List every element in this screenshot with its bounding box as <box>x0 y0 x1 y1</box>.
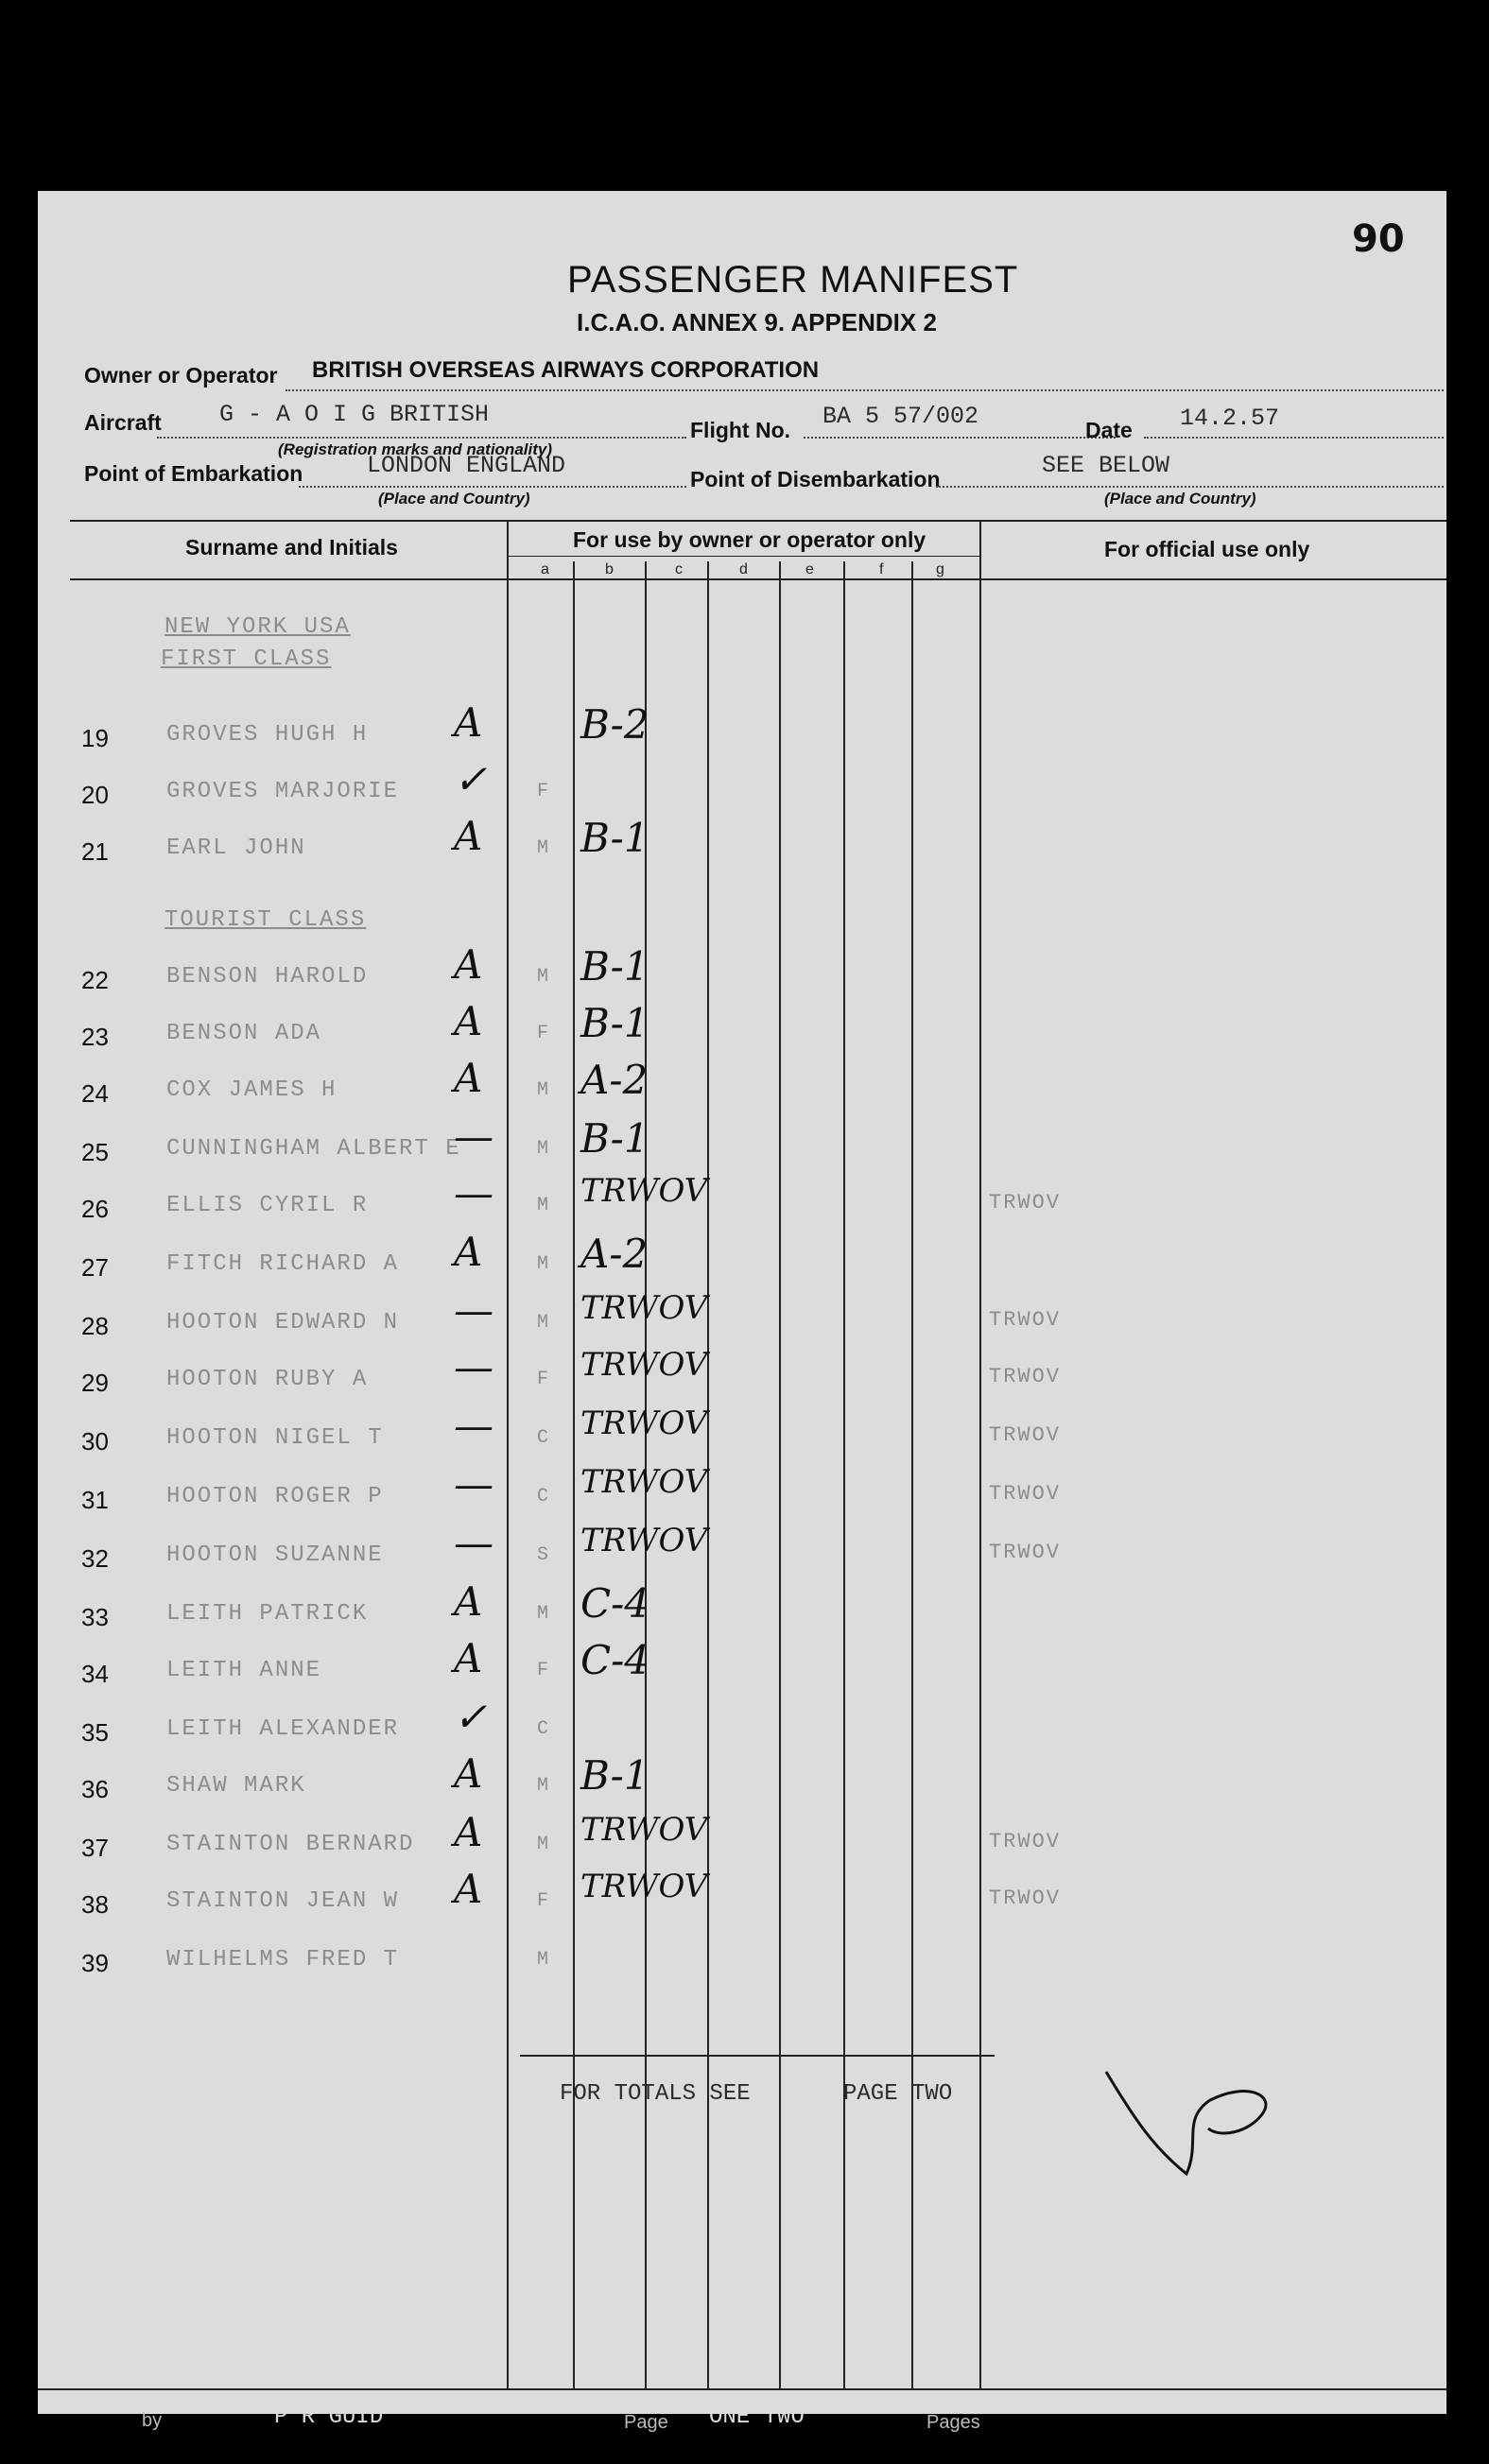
owner-label: Owner or Operator <box>84 363 278 388</box>
passenger-name: GROVES MARJORIE <box>166 779 400 804</box>
manifest-sheet <box>38 191 1446 2414</box>
disembarkation-value: SEE BELOW <box>1042 452 1170 479</box>
mark-column-b: B-1 <box>580 943 649 990</box>
passenger-name: FITCH RICHARD A <box>166 1251 400 1277</box>
sex-code: M <box>537 1138 551 1160</box>
passenger-name: LEITH PATRICK <box>166 1601 369 1627</box>
row-number: 32 <box>81 1544 109 1573</box>
footer-pages-label: Pages <box>926 2412 980 2433</box>
passenger-name: SHAW MARK <box>166 1773 306 1799</box>
owner-use-header: For use by owner or operator only <box>573 527 926 552</box>
passenger-name: BENSON ADA <box>166 1021 322 1046</box>
mark-column-b: B-1 <box>580 815 649 861</box>
row-number: 22 <box>81 966 109 994</box>
row-number: 36 <box>81 1775 109 1803</box>
mark-column-b: TRWOV <box>580 1404 708 1442</box>
passenger-name: HOOTON NIGEL T <box>166 1425 384 1451</box>
row-number: 31 <box>81 1486 109 1514</box>
passenger-name: HOOTON SUZANNE <box>166 1542 384 1568</box>
place-country-label-2: (Place and Country) <box>1104 490 1256 508</box>
table-header-rule <box>70 578 1446 580</box>
mark-column-a: — <box>454 1344 493 1390</box>
col-letter-a: a <box>541 561 549 577</box>
official-use-note: TRWOV <box>989 1541 1062 1564</box>
page-subtitle: I.C.A.O. ANNEX 9. APPENDIX 2 <box>577 308 937 336</box>
date-dotline <box>1144 437 1444 439</box>
col-letter-b: b <box>605 561 614 577</box>
mark-column-a: A <box>454 813 483 859</box>
date-label: Date <box>1085 418 1133 442</box>
row-number: 23 <box>81 1023 109 1051</box>
official-use-note: TRWOV <box>989 1423 1062 1447</box>
sex-code: M <box>537 1775 551 1797</box>
table-top-rule <box>70 520 1446 522</box>
official-use-note: TRWOV <box>989 1482 1062 1506</box>
handwritten-mark <box>1097 2062 1286 2185</box>
sex-code: C <box>537 1427 551 1449</box>
passenger-name: STAINTON BERNARD <box>166 1832 415 1857</box>
official-use-note: TRWOV <box>989 1887 1062 1910</box>
sex-code: S <box>537 1544 551 1566</box>
flight-value: BA 5 57/002 <box>822 403 979 430</box>
flight-label: Flight No. <box>690 418 791 442</box>
passenger-name: CUNNINGHAM ALBERT E <box>166 1136 461 1162</box>
passenger-name: ELLIS CYRIL R <box>166 1193 369 1218</box>
row-number: 27 <box>81 1253 109 1282</box>
footer-prefix: by <box>142 2410 163 2431</box>
sex-code: F <box>537 1890 551 1912</box>
flight-dotline <box>804 437 1116 439</box>
mark-column-a: — <box>454 1287 493 1334</box>
mark-column-a: ✓ <box>454 756 488 802</box>
sex-code: M <box>537 1312 551 1334</box>
totals-text-1: FOR TOTALS SEE <box>560 2081 751 2107</box>
row-number: 28 <box>81 1312 109 1340</box>
mark-column-a: A <box>454 998 483 1044</box>
passenger-name: WILHELMS FRED T <box>166 1947 400 1973</box>
disembarkation-label: Point of Disembarkation <box>690 467 941 491</box>
mark-column-a: — <box>454 1113 493 1160</box>
mark-column-b: C-4 <box>580 1637 650 1683</box>
mark-column-b: A-2 <box>580 1057 649 1103</box>
page-title: PASSENGER MANIFEST <box>567 259 1019 301</box>
mark-column-a: — <box>454 1520 493 1566</box>
sex-code: F <box>537 781 551 802</box>
mark-column-a: ✓ <box>454 1694 488 1740</box>
mark-column-a: A <box>454 1866 483 1912</box>
passenger-name: EARL JOHN <box>166 836 306 861</box>
owner-dotline <box>286 389 1444 391</box>
sex-code: M <box>537 837 551 859</box>
row-number: 26 <box>81 1195 109 1223</box>
totals-text-2: PAGE TWO <box>843 2081 953 2107</box>
official-use-note: TRWOV <box>989 1365 1062 1388</box>
row-number: 33 <box>81 1603 109 1631</box>
bottom-rule <box>38 2388 1446 2390</box>
mark-column-a: — <box>454 1403 493 1449</box>
sex-code: C <box>537 1718 551 1740</box>
row-number: 30 <box>81 1427 109 1456</box>
sex-code: M <box>537 1603 551 1625</box>
row-number: 38 <box>81 1890 109 1919</box>
mark-column-b: C-4 <box>580 1580 650 1627</box>
mark-column-b: TRWOV <box>580 1463 708 1501</box>
official-use-note: TRWOV <box>989 1308 1062 1332</box>
row-number: 21 <box>81 837 109 866</box>
row-number: 39 <box>81 1949 109 1977</box>
mark-column-b: B-1 <box>580 1000 649 1046</box>
registration-note: (Registration marks and nationality) <box>278 440 552 458</box>
mark-column-b: B-1 <box>580 1115 649 1162</box>
col-letter-c: c <box>675 561 683 577</box>
row-number: 37 <box>81 1834 109 1862</box>
sex-code: M <box>537 1195 551 1216</box>
row-number: 25 <box>81 1138 109 1166</box>
mark-column-b: B-2 <box>580 701 649 748</box>
mark-column-a: — <box>454 1461 493 1508</box>
passenger-name: LEITH ALEXANDER <box>166 1716 400 1742</box>
sex-code: F <box>537 1369 551 1390</box>
footer-page-value: ONE TWO <box>709 2404 805 2430</box>
aircraft-label: Aircraft <box>84 410 162 435</box>
embarkation-label: Point of Embarkation <box>84 461 303 486</box>
official-use-note: TRWOV <box>989 1191 1062 1215</box>
sex-code: C <box>537 1486 551 1508</box>
footer-page-label: Page <box>624 2412 668 2433</box>
mark-column-a: A <box>454 1578 483 1625</box>
col-letter-e: e <box>805 561 814 577</box>
disembarkation-dotline <box>936 486 1444 488</box>
sex-code: F <box>537 1660 551 1681</box>
mark-column-b: TRWOV <box>580 1522 708 1559</box>
mark-column-b: B-1 <box>580 1752 649 1799</box>
surname-header: Surname and Initials <box>185 535 398 560</box>
mark-column-a: — <box>454 1170 493 1216</box>
mark-column-b: TRWOV <box>580 1289 708 1327</box>
mark-column-b: TRWOV <box>580 1172 708 1210</box>
passenger-name: HOOTON ROGER P <box>166 1484 384 1509</box>
col-letter-g: g <box>936 561 944 577</box>
row-number: 24 <box>81 1079 109 1108</box>
row-number: 20 <box>81 781 109 809</box>
sex-code: F <box>537 1023 551 1044</box>
place-country-label-1: (Place and Country) <box>378 490 530 508</box>
passenger-name: GROVES HUGH H <box>166 722 369 748</box>
passenger-name: COX JAMES H <box>166 1077 338 1103</box>
destination-label: NEW YORK USA <box>164 614 351 640</box>
mark-column-b: TRWOV <box>580 1868 708 1905</box>
embarkation-value: LONDON ENGLAND <box>367 452 566 479</box>
page-number: 90 <box>1352 217 1405 261</box>
mark-column-a: A <box>454 1055 483 1101</box>
official-use-header: For official use only <box>1104 537 1310 561</box>
mark-column-a: A <box>454 941 483 988</box>
embarkation-dotline <box>299 486 686 488</box>
sex-code: M <box>537 966 551 988</box>
passenger-name: STAINTON JEAN W <box>166 1888 400 1914</box>
col-letter-f: f <box>879 561 884 577</box>
aircraft-dotline <box>157 437 686 439</box>
sex-code: M <box>537 1949 551 1971</box>
official-use-note: TRWOV <box>989 1830 1062 1853</box>
mark-column-a: A <box>454 1809 483 1855</box>
first-class-label: FIRST CLASS <box>161 646 332 672</box>
footer-signed: P R GUID <box>274 2404 384 2430</box>
row-number: 29 <box>81 1369 109 1397</box>
date-value: 14.2.57 <box>1180 405 1280 432</box>
col-letter-d: d <box>739 561 748 577</box>
passenger-name: HOOTON RUBY A <box>166 1367 369 1392</box>
tourist-class-label: TOURIST CLASS <box>164 907 367 933</box>
row-number: 35 <box>81 1718 109 1747</box>
mark-column-a: A <box>454 1229 483 1275</box>
passenger-name: LEITH ANNE <box>166 1658 322 1683</box>
sex-code: M <box>537 1834 551 1855</box>
mark-column-b: TRWOV <box>580 1811 708 1849</box>
mark-column-b: TRWOV <box>580 1346 708 1384</box>
owner-use-subrule <box>509 556 981 557</box>
passenger-name: BENSON HAROLD <box>166 964 369 990</box>
passenger-name: HOOTON EDWARD N <box>166 1310 400 1335</box>
totals-rule <box>520 2055 995 2057</box>
row-number: 19 <box>81 724 109 752</box>
owner-value: BRITISH OVERSEAS AIRWAYS CORPORATION <box>312 357 820 383</box>
aircraft-value: G - A O I G BRITISH <box>219 401 490 428</box>
mark-column-a: A <box>454 1635 483 1681</box>
mark-column-a: A <box>454 699 483 746</box>
sex-code: M <box>537 1253 551 1275</box>
sex-code: M <box>537 1079 551 1101</box>
mark-column-b: A-2 <box>580 1231 649 1277</box>
mark-column-a: A <box>454 1750 483 1797</box>
row-number: 34 <box>81 1660 109 1688</box>
